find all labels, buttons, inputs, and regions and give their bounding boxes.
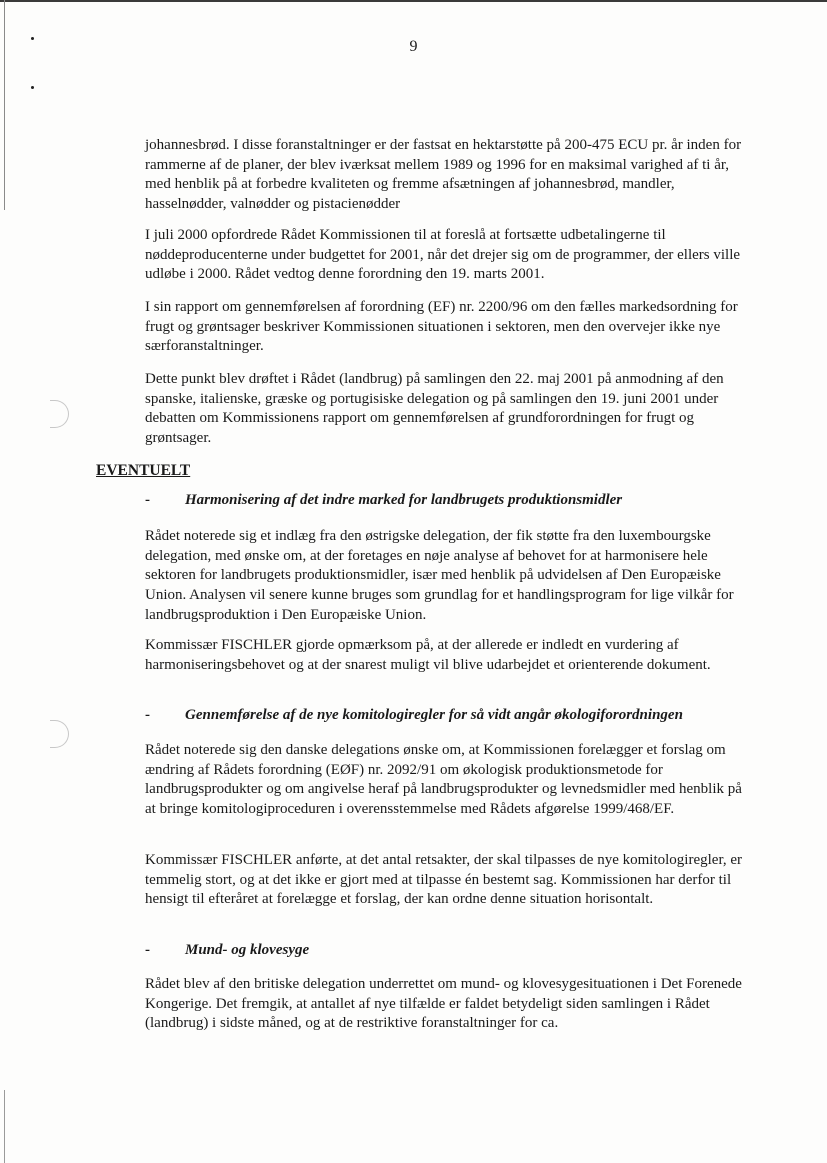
scan-top-edge [0,0,827,2]
paragraph-juli-2000: I juli 2000 opfordrede Rådet Kommissionen til at foreslå at fortsætte udbetalingerne til nøddeproducenterne under budgettet for 2001, når det drejer sig om de programmer, der ellers ville udløbe i 2000. Rådet vedtog denne forordning den 19. marts 2001. [145,227,741,283]
paragraph-britiske: Rådet blev af den britiske delegation underrettet om mund- og klovesygesituationen i Det Forenede Kongerige. Det fremgik, at antallet af nye tilfælde er faldet betydeligt siden samlingen i Rådet (landbrug) i sidste måned, og at de restriktive foranstaltninger for ca. [145,976,742,1032]
bullet-dash: - [145,707,150,723]
subheading-komitologi [145,707,683,724]
subheading-mund-klovesyge [145,942,309,959]
bullet-dash: - [145,942,150,958]
paragraph-fischler-1: Kommissær FISCHLER gjorde opmærksom på, at der allerede er indledt en vurdering af harmoniseringsbehovet og at der snarest muligt vil blive udarbejdet et orienterende dokument. [145,637,711,673]
punch-hole-mark [50,400,69,428]
punch-hole-mark [50,720,69,748]
subheading-harmonisering [145,492,622,509]
paragraph-drøftet: Dette punkt blev drøftet i Rådet (landbrug) på samlingen den 22. maj 2001 på anmodning af den spanske, italienske, græske og portugisiske delegation og på samlingen den 19. juni 2001 under debatten om Kommissionens rapport om gennemførelsen af grundforordningen for frugt og grøntsager. [145,371,724,447]
scan-left-edge [4,0,5,210]
scan-left-edge-lower [4,1090,5,1163]
paragraph-fischler-2: Kommissær FISCHLER anførte, at det antal retsakter, der skal tilpasses de nye komitologiregler, er temmelig stort, og at det ikke er gjort med at tilpasse én bestemt sag. Kommissionen har derfor til hensigt til efteråret at forelægge et forslag, der kan ordne denne situation horisontalt. [145,852,742,908]
scan-speck [31,86,34,89]
subheading-text: Mund- og klovesyge [185,942,310,958]
bullet-dash: - [145,492,150,508]
subheading-text: Gennemførelse af de nye komitologiregler for så vidt angår økologiforordningen [185,707,683,723]
paragraph-johannesbrod: johannesbrød. I disse foranstaltninger er der fastsat en hektarstøtte på 200-475 ECU pr. år inden for rammerne af de planer, der blev iværksat mellem 1989 og 1996 for en maksimal varighed af ti år, med henblik på at forbedre kvaliteten og fremme afsætningen af johannesbrød, mandler, hasselnødder, valnødder og pistacienødder [145,137,742,213]
section-heading: EVENTUELT [96,462,191,479]
paragraph-danske: Rådet noterede sig den danske delegations ønske om, at Kommissionen forelægger et forslag om ændring af Rådets forordning (EØF) nr. 2092/91 om økologisk produktionsmetode for landbrugsprodukter og om angivelse heraf på landbrugsprodukter og levnedsmidler med henblik på at bringe komitologiproceduren i overensstemmelse med Rådets afgørelse 1999/468/EF. [145,742,742,818]
subheading-text: Harmonisering af det indre marked for landbrugets produktionsmidler [185,492,623,508]
page-number: 9 [409,38,418,55]
paragraph-rapport: I sin rapport om gennemførelsen af forordning (EF) nr. 2200/96 om den fælles markedsordning for frugt og grøntsager beskriver Kommissionen situationen i sektoren, men den overvejer ikke nye særforanstaltninger. [145,299,738,355]
paragraph-østrigske: Rådet noterede sig et indlæg fra den østrigske delegation, der fik støtte fra den luxembourgske delegation, med ønske om, at der foretages en nøje analyse af behovet for at harmonisere hele sektoren for landbrugets produktionsmidler, især med henblik på udvidelsen af Den Europæiske Union. Analysen vil senere kunne bruges som grundlag for et handlingsprogram for lige vilkår for landbrugsproduktion i Den Europæiske Union. [145,528,734,623]
